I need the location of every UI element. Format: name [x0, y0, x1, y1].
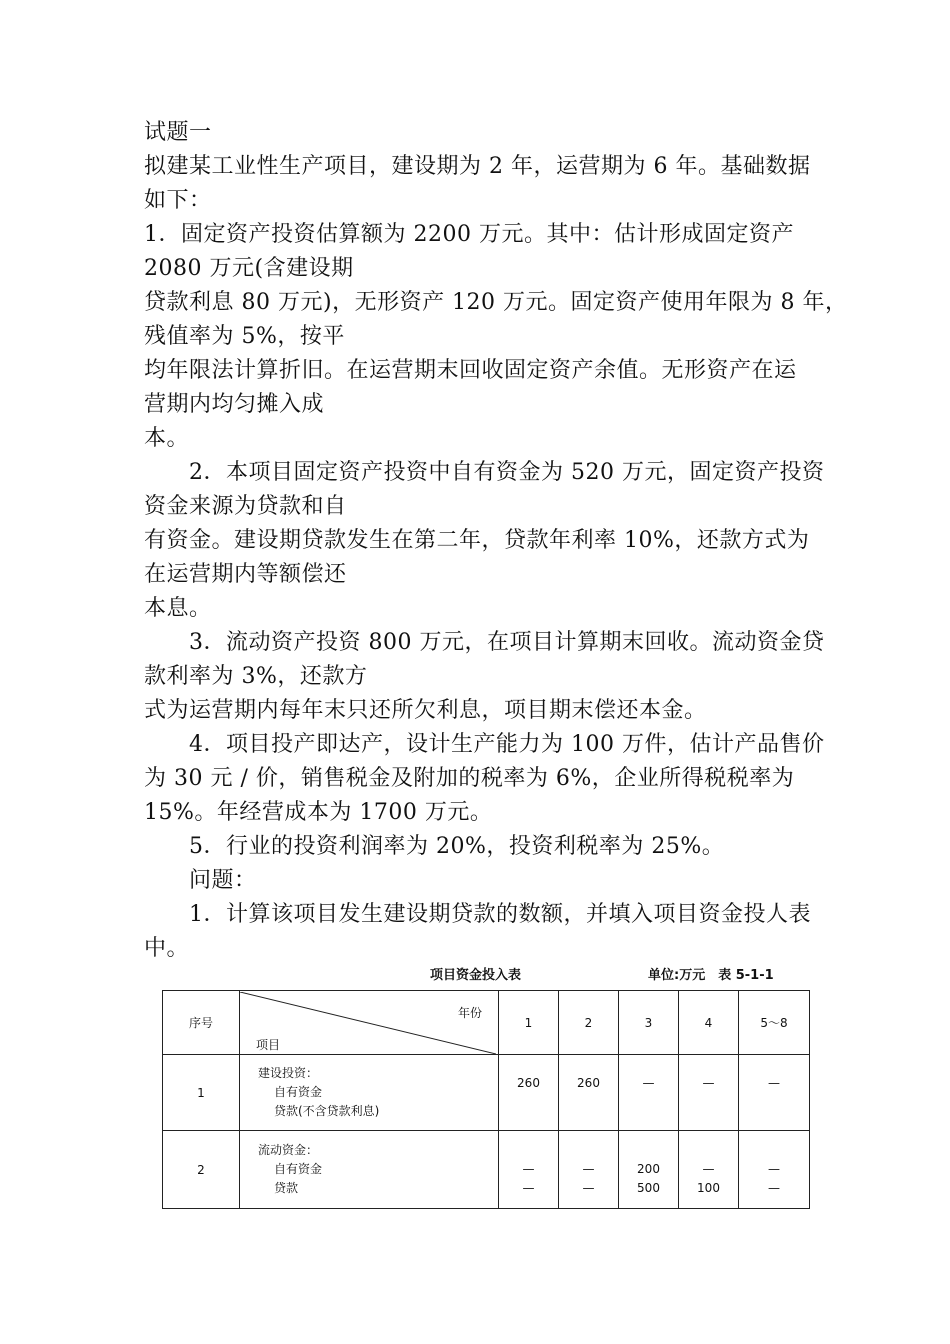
paragraph-line: 为 30 元 / 价，销售税金及附加的税率为 6%，企业所得税税率为 — [144, 766, 795, 791]
year-header: 2 — [559, 991, 619, 1055]
row-items — [240, 1131, 499, 1209]
value-line — [559, 1093, 618, 1112]
paragraph-line: 2080 万元(含建设期 — [144, 256, 354, 281]
value-line: — — [768, 1181, 780, 1195]
year-header: 1 — [499, 991, 559, 1055]
value-line — [499, 1093, 558, 1112]
paragraph-line: 3．流动资产投资 800 万元，在项目计算期末回收。流动资金贷 — [144, 630, 825, 655]
paragraph-line: 本息。 — [144, 596, 212, 621]
value-cell — [499, 1055, 559, 1131]
value-line: — — [582, 1181, 595, 1195]
value-line: 260 — [517, 1075, 540, 1090]
diagonal-header-cell — [240, 991, 499, 1055]
row-sub-item: 自有资金 — [274, 1085, 323, 1099]
row-items — [240, 1055, 499, 1131]
value-line — [619, 1093, 678, 1112]
value-cell — [679, 1131, 739, 1209]
year-header-label: 年份 — [457, 1005, 482, 1020]
row-sub-item: 贷款(不含贷款利息) — [274, 1104, 380, 1118]
value-cell — [559, 1131, 619, 1209]
value-line: — — [768, 1162, 780, 1176]
value-line: — — [702, 1162, 715, 1176]
paragraph-line: 营期内均匀摊入成 — [144, 392, 325, 417]
value-cell — [619, 1055, 679, 1131]
value-cell — [499, 1131, 559, 1209]
value-line: 260 — [577, 1075, 600, 1090]
paragraph-line: 均年限法计算折旧。在运营期末回收固定资产余值。无形资产在运 — [144, 358, 797, 383]
paragraph-line: 在运营期内等额偿还 — [144, 562, 347, 587]
value-line: 200 — [637, 1162, 660, 1176]
value-line: — — [582, 1162, 595, 1176]
paragraph-line: 1．计算该项目发生建设期贷款的数额，并填入项目资金投人表 — [144, 902, 811, 927]
value-cell — [679, 1055, 739, 1131]
value-cell — [619, 1131, 679, 1209]
value-line: — — [702, 1075, 715, 1090]
value-line: — — [522, 1162, 535, 1176]
year-header: 3 — [619, 991, 679, 1055]
funding-table — [162, 990, 810, 1209]
year-header: 4 — [679, 991, 739, 1055]
paragraph-line: 拟建某工业性生产项目，建设期为 2 年，运营期为 6 年。基础数据 — [144, 154, 811, 179]
row-sub-item: 贷款 — [274, 1181, 299, 1195]
paragraph-line: 4．项目投产即达产，设计生产能力为 100 万件，估计产品售价 — [144, 732, 825, 757]
paragraph-line: 残值率为 5%，按平 — [144, 324, 345, 349]
value-cell — [739, 1131, 810, 1209]
value-line: — — [522, 1181, 535, 1195]
row-seq: 2 — [163, 1131, 240, 1209]
paragraph-line: 2．本项目固定资产投资中自有资金为 520 万元，固定资产投资 — [144, 460, 825, 485]
value-line — [739, 1093, 809, 1112]
row-title: 流动资金： — [258, 1143, 319, 1157]
question-title: 试题一 — [144, 120, 212, 145]
paragraph-line: 款利率为 3%，还款方 — [144, 664, 368, 689]
paragraph-line: 中。 — [144, 936, 190, 961]
paragraph-line: 式为运营期内每年末只还所欠利息，项目期末偿还本金。 — [144, 698, 707, 723]
value-line: — — [768, 1075, 780, 1090]
table-row — [163, 1131, 810, 1209]
paragraph-line: 问题： — [144, 868, 257, 893]
table-unit-caption: 单位:万元 表 5-1-1 — [648, 968, 774, 983]
value-line: 100 — [697, 1181, 720, 1195]
value-cell — [739, 1055, 810, 1131]
table-row — [163, 1055, 810, 1131]
paragraph-line: 15%。年经营成本为 1700 万元。 — [144, 800, 493, 825]
item-header-label: 项目 — [256, 1037, 281, 1052]
value-line — [679, 1093, 738, 1112]
paragraph-line: 有资金。建设期贷款发生在第二年，贷款年利率 10%，还款方式为 — [144, 528, 810, 553]
paragraph-line: 5．行业的投资利润率为 20%，投资利税率为 25%。 — [144, 834, 725, 859]
value-line: 500 — [637, 1181, 660, 1195]
table-header-row — [163, 991, 810, 1055]
paragraph-line: 如下： — [144, 188, 212, 213]
paragraph-line: 1．固定资产投资估算额为 2200 万元。其中：估计形成固定资产 — [144, 222, 794, 247]
value-cell — [559, 1055, 619, 1131]
table-title: 项目资金投入表 — [430, 968, 522, 983]
row-seq: 1 — [163, 1055, 240, 1131]
seq-header: 序号 — [163, 991, 240, 1055]
paragraph-line: 本。 — [144, 426, 190, 451]
year-header: 5～8 — [739, 991, 810, 1055]
value-line: — — [642, 1075, 655, 1090]
paragraph-line: 贷款利息 80 万元)，无形资产 120 万元。固定资产使用年限为 8 年， — [144, 290, 848, 315]
paragraph-line: 资金来源为贷款和自 — [144, 494, 347, 519]
row-sub-item: 自有资金 — [274, 1162, 323, 1176]
row-title: 建设投资： — [258, 1066, 319, 1080]
